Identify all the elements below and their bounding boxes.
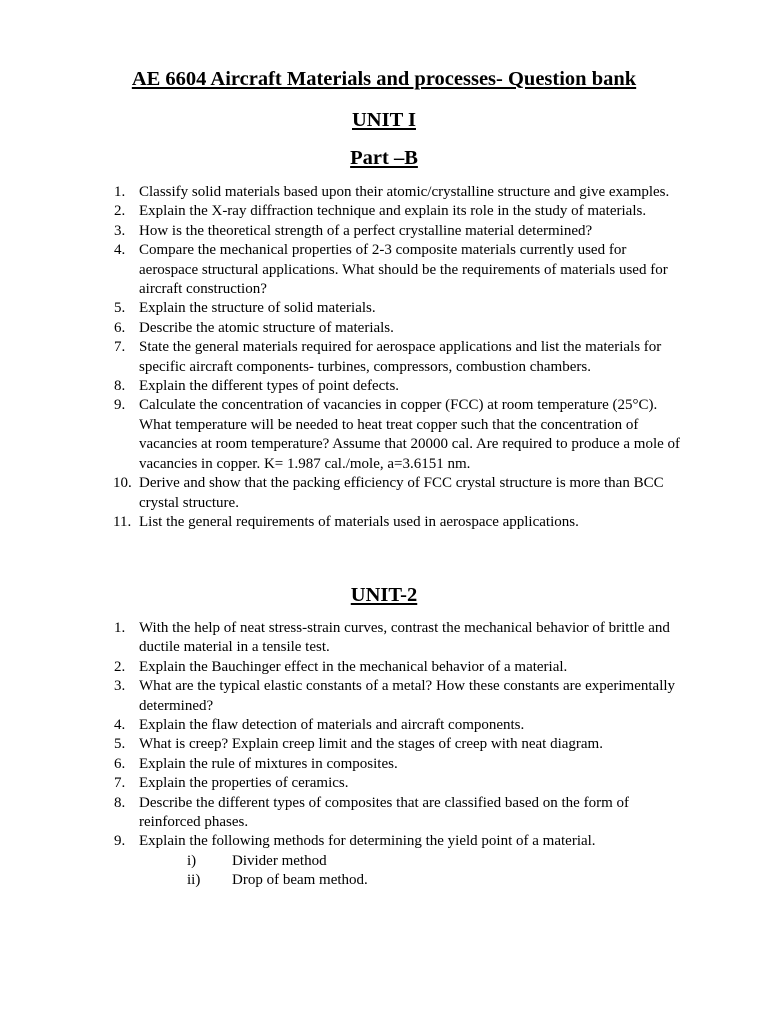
unit1-question-7: [114, 338, 684, 377]
question-text: Classify solid materials based upon their atomic/crystalline structure and give examples.: [139, 184, 670, 200]
unit1-question-list: [114, 183, 684, 532]
question-text: Explain the properties of ceramics.: [139, 775, 349, 792]
unit1-question-10: [114, 474, 684, 513]
unit2-question-8: [114, 794, 684, 833]
question-text: State the general materials required for aerospace applications and list the materials for specific aircraft components- turbines, compressors, combustion chambers.: [139, 339, 662, 375]
question-text: List the general requirements of materials used in aerospace applications.: [139, 513, 579, 530]
question-text: Explain the following methods for determining the yield point of a material.: [139, 833, 596, 850]
question-text: Explain the Bauchinger effect in the mechanical behavior of a material.: [139, 658, 568, 675]
question-text: Explain the different types of point defects.: [139, 378, 400, 395]
yield-method-sublist: [139, 852, 684, 891]
document-title: AE 6604 Aircraft Materials and processes- Question bank: [131, 68, 637, 90]
question-number: 5.: [114, 300, 126, 317]
question-text: How is the theoretical strength of a perfect crystalline material determined?: [139, 222, 593, 239]
unit1-question-4: [114, 241, 684, 299]
unit2-question-2: [114, 658, 684, 677]
question-text: Explain the X-ray diffraction technique and explain its role in the study of materials.: [139, 203, 647, 220]
question-text: Explain the flaw detection of materials and aircraft components.: [139, 717, 525, 734]
question-number: 6.: [114, 319, 126, 336]
question-number: 7.: [114, 339, 126, 356]
question-number: 6.: [114, 755, 126, 772]
unit1-question-6: [114, 319, 684, 338]
unit1-question-11: [114, 513, 684, 532]
question-number: 5.: [114, 736, 126, 753]
sub-item-divider-method: [139, 852, 684, 871]
unit2-question-5: [114, 735, 684, 754]
question-number: 9.: [114, 833, 126, 850]
question-number: 4.: [114, 717, 126, 734]
question-text: What is creep? Explain creep limit and the stages of creep with neat diagram.: [139, 736, 603, 753]
question-number: 1.: [114, 184, 126, 200]
unit1-question-3: [114, 222, 684, 241]
question-text: What are the typical elastic constants of a metal? How these constants are experimentally determined?: [139, 678, 676, 714]
sub-item-text: Drop of beam method.: [232, 872, 368, 889]
question-text: Explain the rule of mixtures in composites.: [139, 755, 398, 772]
question-number: 8.: [114, 794, 126, 811]
unit1-question-5: [114, 299, 684, 318]
sub-item-text: Divider method: [232, 852, 327, 869]
unit1-question-8: [114, 377, 684, 396]
unit2-question-4: [114, 716, 684, 735]
question-number: 9.: [114, 397, 126, 414]
question-number: 11.: [113, 513, 132, 530]
sub-item-number: ii): [187, 872, 201, 889]
question-text: With the help of neat stress-strain curves, contrast the mechanical behavior of brittle and ductile material in a tensile test.: [139, 620, 670, 656]
question-number: 8.: [114, 378, 126, 395]
question-text: Explain the structure of solid materials.: [139, 300, 376, 317]
unit1-question-1: [114, 183, 684, 202]
unit2-question-7: [114, 774, 684, 793]
question-number: 1.: [114, 620, 126, 636]
sub-item-number: i): [187, 852, 197, 869]
question-text: Describe the different types of composites that are classified based on the form of reinforced phases.: [139, 794, 629, 831]
unit1-question-9: [114, 396, 684, 474]
question-number: 2.: [114, 203, 126, 220]
question-number: 2.: [114, 658, 126, 675]
question-text: Derive and show that the packing efficiency of FCC crystal structure is more than BCC crystal structure.: [139, 475, 664, 511]
question-number: 3.: [114, 678, 126, 695]
unit2-question-list: [114, 619, 684, 891]
unit1-part-heading: Part –B: [350, 147, 418, 169]
unit2-question-6: [114, 755, 684, 774]
unit2-heading: UNIT-2: [350, 584, 418, 606]
unit2-question-1: [114, 619, 684, 658]
question-number: 7.: [114, 775, 126, 792]
unit2-question-9: [114, 832, 684, 890]
unit1-question-2: [114, 202, 684, 221]
question-text: Describe the atomic structure of materials.: [139, 319, 394, 336]
unit1-heading: UNIT I: [352, 109, 416, 131]
unit2-question-3: [114, 677, 684, 716]
question-number: 10.: [113, 475, 132, 492]
question-number: 4.: [114, 242, 126, 259]
sub-item-drop-of-beam-method: [139, 871, 684, 890]
question-number: 3.: [114, 222, 126, 239]
question-text: Calculate the concentration of vacancies in copper (FCC) at room temperature (25°C). What temperature will be needed to heat treat copper such that the concentration of vacancies at room temperature? Assume that 20000 cal. Are required to produce a mole of vacancies in copper. K= 1.987 cal./mole, a=3.6151 nm.: [139, 397, 681, 472]
question-text: Compare the mechanical properties of 2-3 composite materials currently used for aerospace structural applications. What should be the requirements of materials used for aircraft construction?: [139, 242, 668, 298]
